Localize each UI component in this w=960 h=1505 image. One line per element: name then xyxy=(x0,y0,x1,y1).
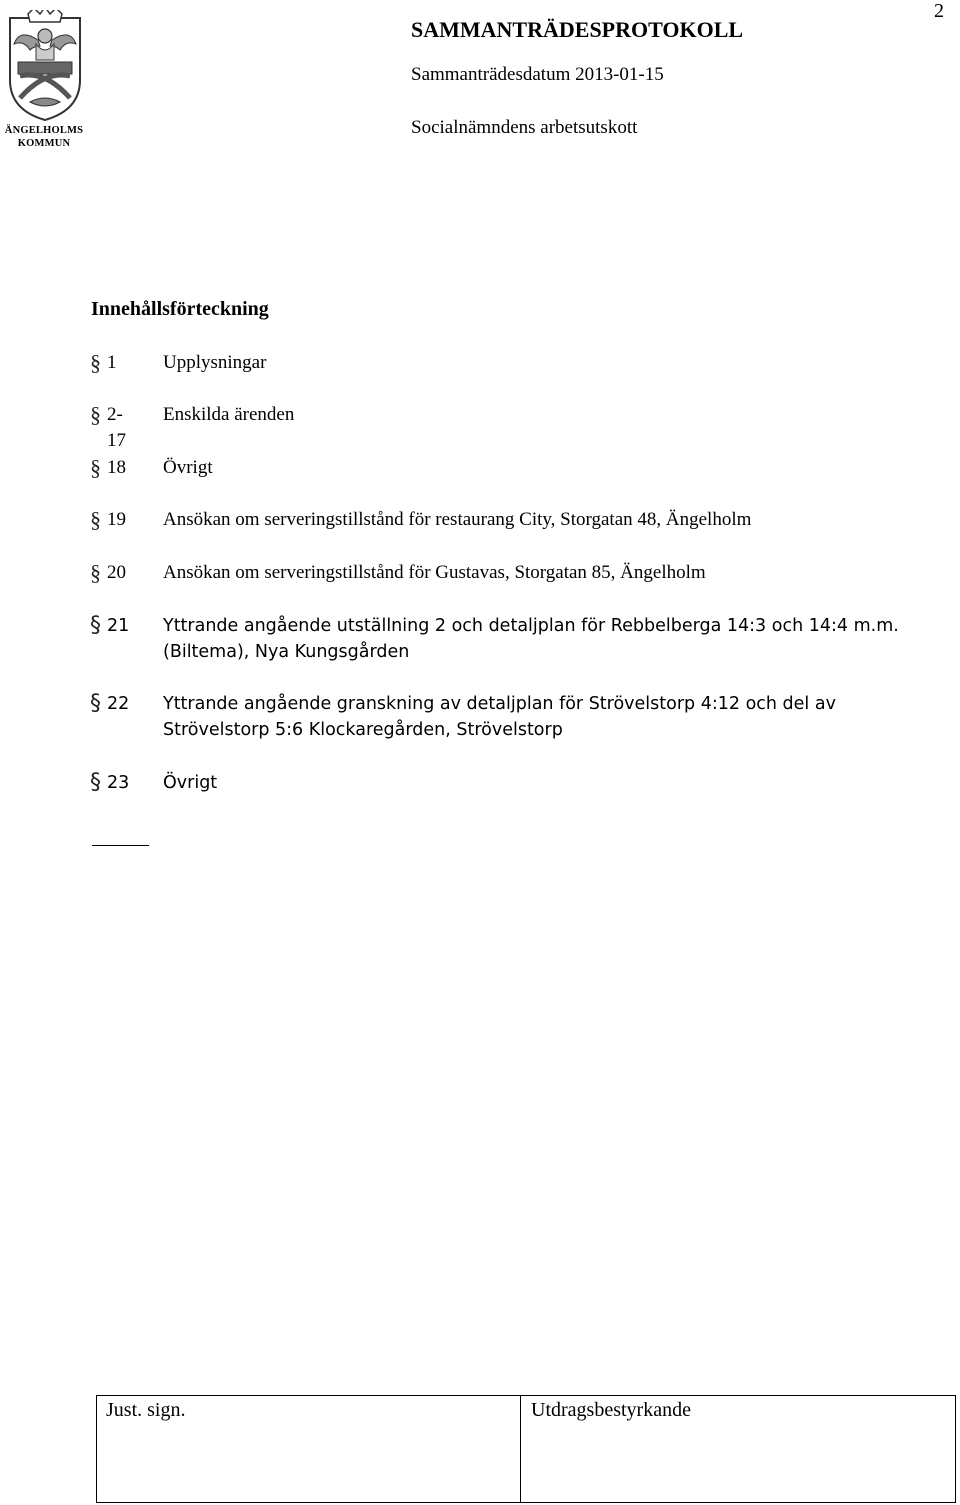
meeting-date: Sammanträdesdatum 2013-01-15 xyxy=(411,64,664,85)
section-symbol: § xyxy=(90,507,101,532)
section-symbol: § xyxy=(90,770,101,795)
toc-item-title: Ansökan om serveringstillstånd för Gustavas, Storgatan 85, Ängelholm xyxy=(163,562,706,583)
toc-item-number: 22 xyxy=(107,694,130,714)
section-symbol: § xyxy=(90,350,101,375)
document-header xyxy=(411,16,743,44)
just-sign-label: Just. sign. xyxy=(106,1399,186,1421)
page-number: 2 xyxy=(934,0,944,22)
end-rule-divider xyxy=(92,845,149,846)
toc-item-title: Yttrande angående granskning av detaljplan för Strövelstorp 4:12 och del av Strövelstorp 5:6 Klockaregården, Strövelstorp xyxy=(163,694,836,740)
toc-item-number: 2-17 xyxy=(107,404,126,451)
toc-heading: Innehållsförteckning xyxy=(91,298,269,320)
toc-item-title: Yttrande angående utställning 2 och detaljplan för Rebbelberga 14:3 och 14:4 m.m. (Biltema), Nya Kungsgården xyxy=(163,616,899,662)
toc-item-title: Övrigt xyxy=(163,457,213,478)
toc-item-title: Övrigt xyxy=(163,773,218,793)
signature-box-divider xyxy=(520,1396,521,1502)
toc-item-number: 18 xyxy=(107,457,126,478)
municipal-coat-of-arms-logo xyxy=(0,10,88,155)
toc-item-title: Ansökan om serveringstillstånd för restaurang City, Storgatan 48, Ängelholm xyxy=(163,509,752,530)
committee-name: Socialnämndens arbetsutskott xyxy=(411,117,638,138)
toc-item-number: 19 xyxy=(107,509,126,530)
document-title: SAMMANTRÄDESPROTOKOLL xyxy=(411,17,744,42)
toc-item-title: Enskilda ärenden xyxy=(163,404,295,425)
logo-line2: KOMMUN xyxy=(17,138,71,149)
toc-item-number: 20 xyxy=(107,562,126,583)
logo-municipality-name xyxy=(0,124,88,150)
coat-of-arms-icon xyxy=(0,10,88,122)
signature-box xyxy=(96,1395,956,1503)
section-symbol: § xyxy=(90,455,101,480)
section-symbol: § xyxy=(90,691,101,716)
section-symbol: § xyxy=(90,613,101,638)
toc-item-title: Upplysningar xyxy=(163,352,267,373)
section-symbol: § xyxy=(90,560,101,585)
section-symbol: § xyxy=(90,402,101,427)
toc-item-number: 1 xyxy=(107,352,117,373)
logo-line1: ÄNGELHOLMS xyxy=(4,125,84,136)
toc-item-number: 23 xyxy=(107,773,130,793)
utdragsbestyrkande-label: Utdragsbestyrkande xyxy=(531,1399,691,1421)
toc-item-number: 21 xyxy=(107,616,130,636)
